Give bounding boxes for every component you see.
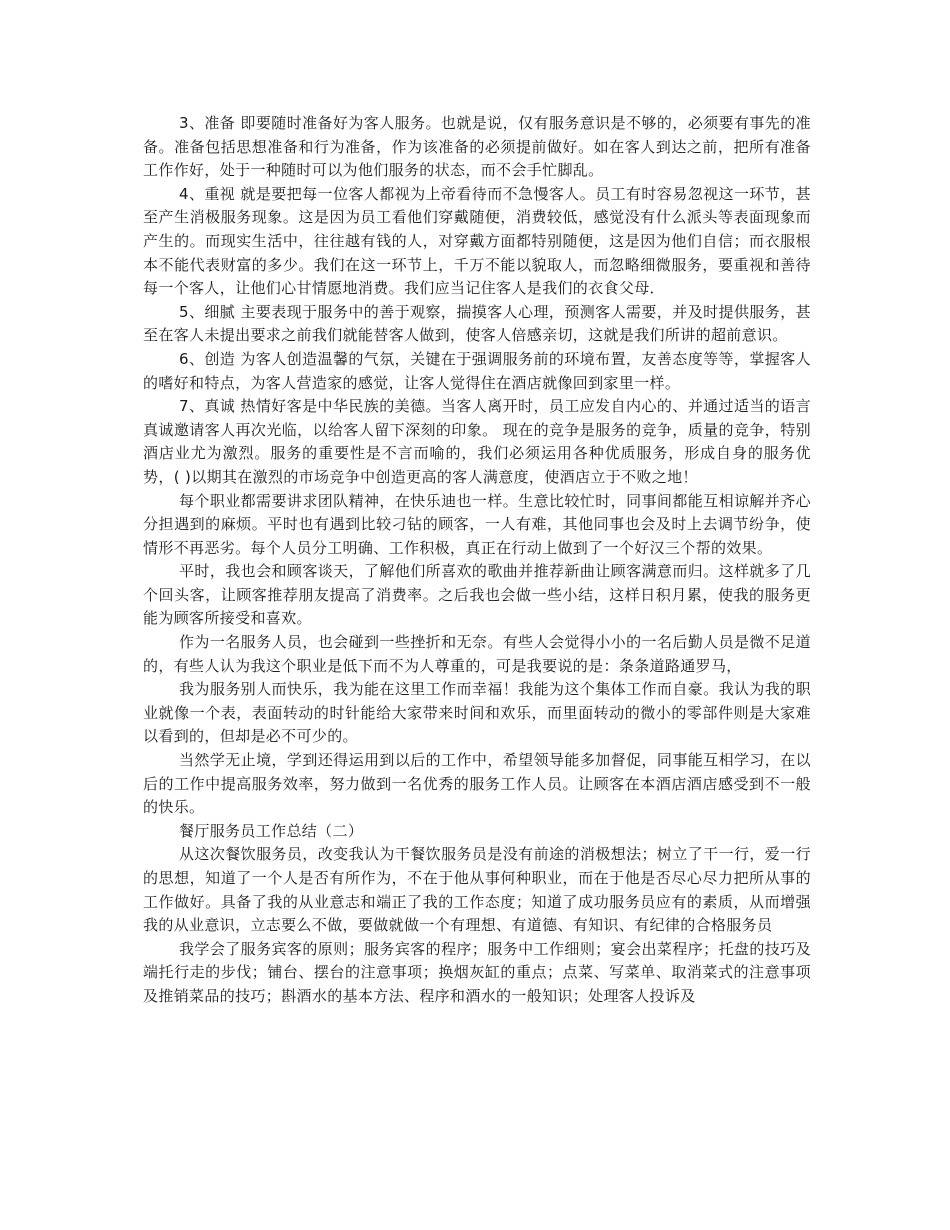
- paragraph-preparation: 3、准备 即要随时准备好为客人服务。也就是说，仅有服务意识是不够的，必须要有事先的准备。准备包括思想准备和行为准备，作为该准备的必须提前做好。如在客人到达之前，把所有准备工作作好，处于一种随时可以为他们服务的状态，而不会手忙脚乱。: [143, 114, 811, 180]
- paragraph-happiness: 我为服务别人而快乐，我为能在这里工作而幸福！我能为这个集体工作而自豪。我认为我的职业就像一个表，表面转动的时针能给大家带来时间和欢乐，而里面转动的微小的零部件则是大家难以看到的，但却是必不可少的。: [143, 680, 811, 746]
- paragraph-skills-learned: 我学会了服务宾客的原则；服务宾客的程序；服务中工作细则；宴会出菜程序；托盘的技巧及端托行走的步伐；铺台、摆台的注意事项；换烟灰缸的重点；点菜、写菜单、取消菜式的注意事项及推销菜品的技巧；斟酒水的基本方法、程序和酒水的一般知识；处理客人投诉及: [143, 939, 811, 1005]
- paragraph-attention: 4、重视 就是要把每一位客人都视为上帝看待而不急慢客人。员工有时容易忽视这一环节，甚至产生消极服务现象。这是因为员工看他们穿戴随便，消费较低，感觉没有什么派头等表面现象而产生的。而现实生活中，往往越有钱的人，对穿戴方面都特别随便，这是因为他们自信；而衣服根本不能代表财富的多少。我们在这一环节上，千万不能以貌取人，而忽略细微服务，要重视和善待每一个客人，让他们心甘情愿地消费。我们应当记住客人是我们的衣食父母．: [143, 184, 811, 298]
- document-body: [143, 112, 811, 1009]
- paragraph-mindset-change: 从这次餐饮服务员，改变我认为干餐饮服务员是没有前途的消极想法；树立了干一行，爱一行的思想，知道了一个人是否有所作为，不在于他从事何种职业，而在于他是否尽心尽力把所从事的工作做好。具备了我的从业意志和端正了我的工作态度；知道了成功服务员应有的素质，从而增强我的从业意识，立志要么不做，要做就做一个有理想、有道德、有知识、有纪律的合格服务员: [143, 845, 811, 935]
- paragraph-continuous-learning: 当然学无止境，学到还得运用到以后的工作中，希望领导能多加督促，同事能互相学习，在以后的工作中提高服务效率，努力做到一名优秀的服务工作人员。让顾客在本酒店酒店感受到不一般的快乐。: [143, 751, 811, 817]
- paragraph-setbacks: 作为一名服务人员，也会碰到一些挫折和无奈。有些人会觉得小小的一名后勤人员是微不足道的，有些人认为我这个职业是低下而不为人尊重的，可是我要说的是：条条道路通罗马，: [143, 633, 811, 675]
- section-heading: 餐厅服务员工作总结（二）: [179, 821, 364, 840]
- paragraph-creation: 6、创造 为客人创造温馨的气氛，关键在于强调服务前的环境布置，友善态度等等，掌握客人的嗜好和特点，为客人营造家的感觉，让客人觉得住在酒店就像回到家里一样。: [143, 349, 811, 392]
- paragraph-teamwork: 每个职业都需要讲求团队精神，在快乐迪也一样。生意比较忙时，同事间都能互相谅解并齐心分担遇到的麻烦。平时也有遇到比较刁钻的顾客，一人有难，其他同事也会及时上去调节纷争，使情形不再恶劣。每个人员分工明确、工作积极，真正在行动上做到了一个好汉三个帮的效果。: [143, 491, 811, 557]
- paragraph-attentiveness: 5、细腻 主要表现于服务中的善于观察，揣摸客人心理，预测客人需要，并及时提供服务，甚至在客人未提出要求之前我们就能替客人做到，使客人倍感亲切，这就是我们所讲的超前意识。: [143, 302, 811, 345]
- paragraph-sincerity: 7、真诚 热情好客是中华民族的美德。当客人离开时，员工应发自内心的、并通过适当的语言真诚邀请客人再次光临，以给客人留下深刻的印象。 现在的竞争是服务的竞争，质量的竞争，特别酒店业尤为激烈。服务的重要性是不言而喻的，我们必须运用各种优质服务，形成自身的服务优势，( )以期其在激烈的市场竞争中创造更高的客人满意度，使酒店立于不败之地！: [143, 397, 811, 486]
- paragraph-customer-chat: 平时，我也会和顾客谈天，了解他们所喜欢的歌曲并推荐新曲让顾客满意而归。这样就多了几个回头客，让顾客推荐朋友提高了消费率。之后我也会做一些小结，这样日积月累，使我的服务更能为顾客所接受和喜欢。: [143, 562, 811, 628]
